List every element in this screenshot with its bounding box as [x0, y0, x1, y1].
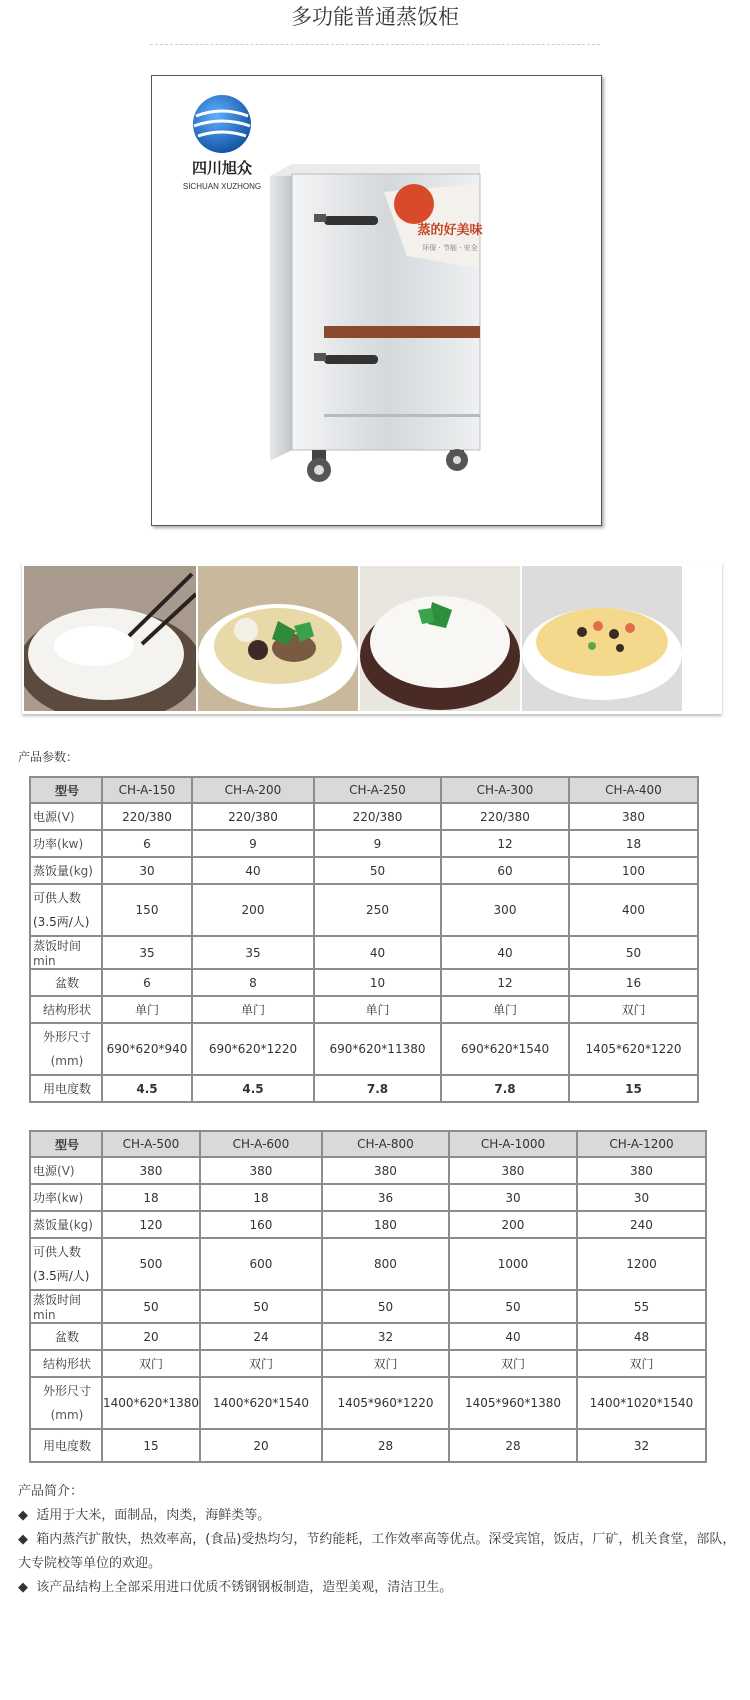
table-cell: 6	[102, 969, 192, 996]
table-cell: 15	[102, 1429, 200, 1462]
table-row	[30, 1075, 698, 1102]
table-cell: 220/380	[102, 803, 192, 830]
table-cell: 380	[569, 803, 698, 830]
table-cell: 双门	[577, 1350, 706, 1377]
table-cell: 40	[314, 936, 441, 969]
table-cell: 4.5	[192, 1075, 314, 1102]
chicken-soup-icon	[198, 566, 358, 711]
table-cell: 9	[192, 830, 314, 857]
bullet-icon: ◆	[18, 1580, 28, 1595]
intro-item: ◆ 箱内蒸汽扩散快，热效率高，(食品)受热均匀，节约能耗，工作效率高等优点。深受宾馆，饭店，厂矿，机关食堂，部队，大专院校等单位的欢迎。	[18, 1532, 736, 1571]
row-label: 可供人数(3.5两/人)	[30, 1238, 102, 1290]
table-cell: 双门	[102, 1350, 200, 1377]
table-cell: 18	[102, 1184, 200, 1211]
row-label: 蒸饭量(kg)	[30, 1211, 102, 1238]
table-cell: 1000	[449, 1238, 577, 1290]
table-cell: 40	[192, 857, 314, 884]
table-cell: 15	[569, 1075, 698, 1102]
table-row	[30, 1429, 706, 1462]
table-cell: 40	[449, 1323, 577, 1350]
table-cell: 150	[102, 884, 192, 936]
row-label: 功率(kw)	[30, 1184, 102, 1211]
row-label: 外形尺寸 (mm)	[30, 1377, 102, 1429]
table-cell: 1405*620*1220	[569, 1023, 698, 1075]
brand-name-en: SICHUAN XUZHONG	[182, 182, 262, 191]
table-cell: 32	[322, 1323, 449, 1350]
table-row	[30, 1377, 706, 1429]
table-cell: 690*620*940	[102, 1023, 192, 1075]
table-cell: 10	[314, 969, 441, 996]
intro-heading: 产品简介：	[18, 1484, 84, 1499]
table-row	[30, 1290, 706, 1323]
table-header-cell: 型号	[30, 777, 102, 803]
table-row	[30, 857, 698, 884]
table-cell: 48	[577, 1323, 706, 1350]
table-cell: 60	[441, 857, 569, 884]
product-intro	[18, 1480, 738, 1600]
table-cell: 36	[322, 1184, 449, 1211]
table-cell: 220/380	[441, 803, 569, 830]
table-row	[30, 1350, 706, 1377]
table-cell: 35	[102, 936, 192, 969]
table-header-cell: CH-A-200	[192, 777, 314, 803]
row-label: 功率(kw)	[30, 830, 102, 857]
page-title: 多功能普通蒸饭柜	[291, 5, 459, 29]
table-cell: 50	[322, 1290, 449, 1323]
table-cell: 8	[192, 969, 314, 996]
table-cell: 380	[577, 1157, 706, 1184]
table-row	[30, 1238, 706, 1290]
table-cell: 380	[102, 1157, 200, 1184]
rice-bowl-icon	[24, 566, 196, 711]
table-header-cell: CH-A-150	[102, 777, 192, 803]
table-cell: 500	[102, 1238, 200, 1290]
table-cell: 120	[102, 1211, 200, 1238]
table-cell: 单门	[192, 996, 314, 1023]
bullet-icon: ◆	[18, 1508, 28, 1523]
table-header-cell: CH-A-250	[314, 777, 441, 803]
steam-cabinet-illustration	[152, 76, 602, 526]
row-label: 结构形状	[30, 996, 102, 1023]
row-label: 可供人数(3.5两/人)	[30, 884, 102, 936]
table-header-cell: CH-A-500	[102, 1131, 200, 1157]
table-cell: 18	[200, 1184, 322, 1211]
table-cell: 1405*960*1380	[449, 1377, 577, 1429]
table-cell: 380	[449, 1157, 577, 1184]
brand-name-cn: 四川旭众	[191, 159, 253, 177]
table-header-row	[30, 1131, 706, 1157]
table-cell: 160	[200, 1211, 322, 1238]
row-label: 盆数	[30, 969, 102, 996]
table-header-cell: CH-A-600	[200, 1131, 322, 1157]
table-cell: 12	[441, 969, 569, 996]
table-cell: 220/380	[192, 803, 314, 830]
table-cell: 32	[577, 1429, 706, 1462]
table-cell: 400	[569, 884, 698, 936]
row-label: 用电度数	[30, 1429, 102, 1462]
table-cell: 40	[441, 936, 569, 969]
table-cell: 28	[322, 1429, 449, 1462]
table-cell: 单门	[102, 996, 192, 1023]
row-label: 结构形状	[30, 1350, 102, 1377]
table-row	[30, 1184, 706, 1211]
table-row	[30, 830, 698, 857]
table-cell: 100	[569, 857, 698, 884]
table-cell: 28	[449, 1429, 577, 1462]
row-label: 蒸饭量(kg)	[30, 857, 102, 884]
table-cell: 1400*1020*1540	[577, 1377, 706, 1429]
table-cell: 20	[102, 1323, 200, 1350]
table-cell: 12	[441, 830, 569, 857]
table-cell: 35	[192, 936, 314, 969]
table-row	[30, 803, 698, 830]
table-cell: 双门	[322, 1350, 449, 1377]
table-header-cell: CH-A-300	[441, 777, 569, 803]
table-cell: 690*620*1540	[441, 1023, 569, 1075]
table-row	[30, 1211, 706, 1238]
table-cell: 16	[569, 969, 698, 996]
rice-plate-icon	[360, 566, 520, 711]
brand-logo	[193, 95, 251, 153]
table-row	[30, 1323, 706, 1350]
params-label: 产品参数：	[18, 750, 79, 764]
row-label: 盆数	[30, 1323, 102, 1350]
table-cell: 1400*620*1540	[200, 1377, 322, 1429]
table-row	[30, 936, 698, 969]
table-row	[30, 969, 698, 996]
row-label: 蒸饭时间min	[30, 936, 102, 969]
table-cell: 50	[314, 857, 441, 884]
table-cell: 50	[569, 936, 698, 969]
table-cell: 180	[322, 1211, 449, 1238]
table-cell: 200	[449, 1211, 577, 1238]
table-cell: 800	[322, 1238, 449, 1290]
food-photo-strip	[22, 562, 722, 714]
table-cell: 30	[102, 857, 192, 884]
table-cell: 250	[314, 884, 441, 936]
table-header-cell: CH-A-1200	[577, 1131, 706, 1157]
table-cell: 1400*620*1380	[102, 1377, 200, 1429]
table-cell: 1200	[577, 1238, 706, 1290]
table-cell: 单门	[441, 996, 569, 1023]
table-cell: 690*620*1220	[192, 1023, 314, 1075]
table-header-cell: CH-A-800	[322, 1131, 449, 1157]
table-cell: 单门	[314, 996, 441, 1023]
product-image	[151, 75, 602, 526]
table-cell: 18	[569, 830, 698, 857]
table-cell: 220/380	[314, 803, 441, 830]
spec-table-2	[29, 1130, 707, 1463]
table-cell: 9	[314, 830, 441, 857]
table-cell: 300	[441, 884, 569, 936]
table-cell: 24	[200, 1323, 322, 1350]
table-cell: 7.8	[314, 1075, 441, 1102]
bullet-icon: ◆	[18, 1532, 28, 1547]
table-row	[30, 1023, 698, 1075]
table-row	[30, 884, 698, 936]
table-cell: 双门	[449, 1350, 577, 1377]
steamed-egg-icon	[522, 566, 682, 711]
row-label: 电源(V)	[30, 1157, 102, 1184]
table-cell: 50	[200, 1290, 322, 1323]
table-cell: 380	[200, 1157, 322, 1184]
table-header-cell: CH-A-1000	[449, 1131, 577, 1157]
table-cell: 30	[449, 1184, 577, 1211]
table-cell: 1405*960*1220	[322, 1377, 449, 1429]
table-cell: 30	[577, 1184, 706, 1211]
table-row	[30, 996, 698, 1023]
table-header-cell: CH-A-400	[569, 777, 698, 803]
panel-tagline: 蒸的好美味	[417, 223, 483, 238]
table-cell: 200	[192, 884, 314, 936]
table-cell: 双门	[200, 1350, 322, 1377]
panel-sub: 环保 · 节能 · 安全	[422, 244, 478, 252]
intro-item: ◆ 该产品结构上全部采用进口优质不锈钢钢板制造，造型美观，清洁卫生。	[18, 1580, 453, 1595]
table-cell: 7.8	[441, 1075, 569, 1102]
table-row	[30, 1157, 706, 1184]
title-divider	[150, 44, 600, 45]
row-label: 电源(V)	[30, 803, 102, 830]
row-label: 用电度数	[30, 1075, 102, 1102]
table-cell: 50	[102, 1290, 200, 1323]
table-header-row	[30, 777, 698, 803]
table-cell: 55	[577, 1290, 706, 1323]
spec-table-1	[29, 776, 699, 1103]
table-cell: 50	[449, 1290, 577, 1323]
table-cell: 4.5	[102, 1075, 192, 1102]
table-cell: 6	[102, 830, 192, 857]
row-label: 蒸饭时间min	[30, 1290, 102, 1323]
table-cell: 20	[200, 1429, 322, 1462]
table-cell: 双门	[569, 996, 698, 1023]
table-header-cell: 型号	[30, 1131, 102, 1157]
table-cell: 600	[200, 1238, 322, 1290]
table-cell: 690*620*11380	[314, 1023, 441, 1075]
row-label: 外形尺寸 (mm)	[30, 1023, 102, 1075]
table-cell: 240	[577, 1211, 706, 1238]
table-cell: 380	[322, 1157, 449, 1184]
intro-item: ◆ 适用于大米，面制品，肉类，海鲜类等。	[18, 1508, 271, 1523]
